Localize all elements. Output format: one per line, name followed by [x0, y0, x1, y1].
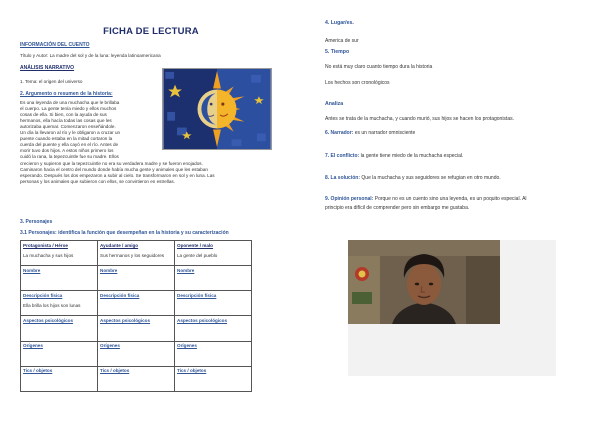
row-label: Orígenes — [177, 343, 197, 349]
argument-line: crecieron y supieron que la tepezcuintle no era su verdadera madre y se fueron enojados. — [20, 161, 203, 166]
row-label: Descripción física — [23, 292, 63, 298]
argument-line: cosas de ella. Si bien, con la ayuda de sus — [20, 112, 107, 118]
row-label: Orígenes — [100, 343, 120, 349]
table-row — [21, 366, 252, 391]
argument-line: morir tuvo dos hijos. A estos niños primero los — [20, 148, 114, 154]
opinion-label: 9. Opinión personal: — [325, 196, 374, 202]
argument-line: Caminaron hacia el centro del mundo donde había mucha gente y animales que les estaban — [20, 167, 208, 173]
title-author-line: Título y Autor: La madre del sol y de la luna: leyenda latinoamericana — [20, 53, 161, 58]
table-cell — [175, 316, 252, 341]
table-cell — [98, 316, 175, 341]
argument-line: puente cuando estaba en la mitad cortaron la — [20, 136, 113, 142]
argument-line: cuidó la rana, la tepezcuintle fue su madre. Ellos — [20, 154, 119, 160]
row-label: Nombre — [177, 267, 195, 273]
row-label: Orígenes — [23, 343, 43, 349]
row-label: Aspectos psicológicos — [23, 317, 74, 323]
row-label: Descripción física — [177, 292, 217, 298]
cell-value: La muchacha y sus hijos — [23, 252, 74, 258]
narrator-value: es un narrador omnisciente — [354, 130, 416, 136]
table-cell — [21, 366, 98, 391]
opinion-value-1: Porque no es un cuento sino una leyenda, es un poquito especial. Al — [373, 196, 527, 202]
characters-heading: 3. Personajes — [20, 219, 53, 225]
argument-paragraph-wide — [20, 161, 282, 185]
column-header: Oponente / malo — [177, 242, 213, 248]
table-cell — [21, 316, 98, 341]
row-label: Tics / objetos — [100, 368, 130, 374]
time-heading: 5. Tiempo — [325, 49, 350, 55]
table-row — [21, 266, 252, 291]
table-cell — [175, 266, 252, 291]
cell-value: La gente del pueblo — [177, 252, 218, 258]
cell-value: Sus hermanos y los seguidores — [100, 252, 165, 258]
opinion-line-2: principio era difícil de comprender pero sin embargo me gustaba. — [325, 205, 470, 211]
characters-subheading: 3.1 Personajes: identifica la función que desempeñan en la historia y su caracterización — [20, 230, 229, 236]
row-label: Tics / objetos — [23, 368, 53, 374]
table-cell — [98, 366, 175, 391]
solution-line — [325, 175, 501, 181]
place-heading: 4. Lugar/es. — [325, 20, 354, 26]
row-label: Nombre — [23, 267, 41, 273]
row-label: Aspectos psicológicos — [100, 317, 151, 323]
argument-line: Es una leyenda de una muchacha que le brillaba — [20, 100, 120, 105]
table-row — [21, 291, 252, 316]
narrator-line — [325, 130, 415, 136]
time-value-2: Los hechos son cronológicos — [325, 80, 390, 86]
table-cell — [21, 341, 98, 366]
table-cell — [175, 291, 252, 316]
table-row — [21, 341, 252, 366]
argument-line: personas y los animales que subieron con ellos, se convirtieron en estrellas. — [20, 179, 175, 185]
info-heading: INFORMACIÓN DEL CUENTO — [20, 42, 90, 48]
table-cell — [175, 366, 252, 391]
column-header: Ayudante / amigo — [100, 242, 139, 248]
argument-line: Un día la llevaron al río y le obligaron a cruzar un — [20, 130, 121, 136]
argument-paragraph-narrow — [20, 100, 160, 160]
argument-line: el cuerpo. La gente tenía miedo y ellos muchos — [20, 106, 117, 112]
webcam-photo — [348, 240, 500, 324]
table-cell — [98, 266, 175, 291]
table-cell — [175, 341, 252, 366]
solution-value: Que la muchacha y sus seguidores se refugian en otro mundo. — [361, 175, 501, 181]
table-row — [21, 241, 252, 266]
argument-line: esperando. Después los dos empezaron a subir al cielo. Se transformaron en sol y en luna. Las — [20, 173, 215, 179]
solution-label: 8. La solución: — [325, 175, 361, 181]
table-cell — [175, 241, 252, 266]
page-title: FICHA DE LECTURA — [103, 26, 199, 37]
table-row — [21, 316, 252, 341]
table-cell — [21, 291, 98, 316]
row-label: Aspectos psicológicos — [177, 317, 228, 323]
analysis-value: Antes se trata de la muchacha, y cuando murió, sus hijos se hacen los protagonistas. — [325, 116, 514, 122]
theme-line: 1. Tema: el origen del universo — [20, 79, 83, 84]
conflict-label: 7. El conflicto: — [325, 153, 360, 159]
cell-value: Ella brilla los hijos son lunas — [23, 302, 81, 308]
analysis-heading-right: Analiza — [325, 101, 344, 107]
column-header: Protagonista / Héroe — [23, 242, 68, 248]
narrator-label: 6. Narrador: — [325, 130, 354, 136]
conflict-line — [325, 153, 463, 159]
argument-line: cuerda del puente y ella cayó en el río. Antes de — [20, 142, 119, 148]
opinion-line-1 — [325, 196, 527, 202]
row-label: Nombre — [100, 267, 118, 273]
table-cell — [98, 291, 175, 316]
argument-line: hermanos, ella hacía todas las cosas que les — [20, 118, 112, 124]
table-cell — [21, 266, 98, 291]
place-value: America de sur — [325, 38, 359, 44]
characters-table — [20, 240, 252, 392]
argument-line: autorizaba quemar. Comenzaron enseñándole. — [20, 124, 116, 130]
table-cell — [98, 341, 175, 366]
row-label: Tics / objetos — [177, 368, 207, 374]
row-label: Descripción física — [100, 292, 140, 298]
argument-heading: 2. Argumento o resumen de la historia: — [20, 91, 113, 97]
sun-moon-mosaic-image — [162, 68, 272, 150]
time-value-1: No está muy claro cuanto tiempo dura la historia — [325, 64, 433, 70]
table-cell — [21, 241, 98, 266]
left-page — [6, 8, 296, 418]
conflict-value: la gente tiene miedo de la muchacha especial. — [360, 153, 464, 159]
table-cell — [98, 241, 175, 266]
analysis-heading: ANÁLISIS NARRATIVO — [20, 65, 75, 71]
